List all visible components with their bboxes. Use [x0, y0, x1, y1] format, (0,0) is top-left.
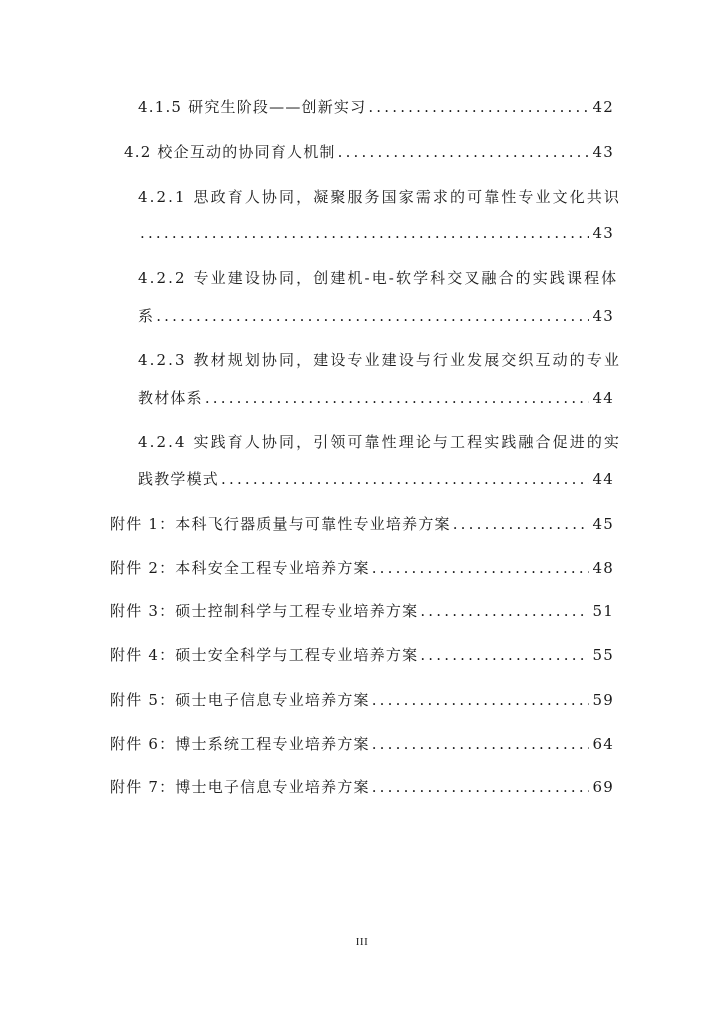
toc-entry-continuation[interactable] [138, 221, 614, 245]
toc-entry-page: 55 [592, 646, 614, 664]
toc-entry-title-line2: 系 [138, 307, 155, 325]
dot-leader [221, 467, 588, 491]
toc-entry-appendix-4[interactable] [110, 643, 614, 667]
toc-entry-title: 附件 2：本科安全工程专业培养方案 [110, 559, 370, 577]
toc-entry[interactable] [138, 266, 619, 290]
toc-entry-title-line1: 4.2.4 实践育人协同，引领可靠性理论与工程实践融合促进的实 [138, 433, 622, 451]
toc-entry-appendix-3[interactable] [110, 599, 614, 623]
toc-entry-page: 69 [592, 778, 614, 796]
toc-entry-page: 43 [592, 143, 614, 161]
toc-entry-title-line2: 教材体系 [138, 389, 203, 407]
toc-entry-appendix-6[interactable] [110, 732, 614, 756]
toc-entry-continuation[interactable] [138, 304, 614, 328]
toc-entry-page: 44 [592, 389, 614, 407]
toc-entry-title-line1: 4.2.2 专业建设协同，创建机-电-软学科交叉融合的实践课程体 [138, 269, 619, 287]
dot-leader [338, 140, 589, 164]
toc-entry-page: 51 [592, 602, 614, 620]
toc-entry-appendix-5[interactable] [110, 688, 614, 712]
toc-entry[interactable] [124, 140, 614, 164]
toc-entry-appendix-7[interactable] [110, 775, 614, 799]
dot-leader [140, 221, 589, 245]
toc-entry-title-line1: 4.2.3 教材规划协同，建设专业建设与行业发展交织互动的专业 [138, 351, 622, 369]
toc-entry-page: 64 [592, 735, 614, 753]
dot-leader [372, 688, 589, 712]
toc-entry-title: 附件 5：硕士电子信息专业培养方案 [110, 691, 370, 709]
toc-entry[interactable] [138, 185, 622, 209]
toc-entry-title: 4.1.5 研究生阶段——创新实习 [138, 98, 367, 116]
toc-entry-title: 4.2 校企互动的协同育人机制 [124, 143, 336, 161]
toc-entry-appendix-2[interactable] [110, 556, 614, 580]
dot-leader [420, 599, 588, 623]
toc-entry-page: 59 [592, 691, 614, 709]
dot-leader [453, 512, 589, 536]
toc-entry-title-line2: 践教学模式 [138, 470, 220, 488]
toc-entry-title: 附件 1：本科飞行器质量与可靠性专业培养方案 [110, 515, 451, 533]
dot-leader [420, 643, 588, 667]
toc-entry-page: 44 [592, 470, 614, 488]
toc-entry[interactable] [138, 430, 622, 454]
toc-entry-page: 45 [592, 515, 614, 533]
page-number: III [355, 936, 369, 948]
toc-entry-page: 43 [592, 224, 614, 242]
dot-leader [372, 775, 589, 799]
toc-entry-appendix-1[interactable] [110, 512, 614, 536]
dot-leader [372, 732, 589, 756]
dot-leader [156, 304, 588, 328]
toc-entry-title: 附件 4：硕士安全科学与工程专业培养方案 [110, 646, 419, 664]
toc-entry-title: 附件 6：博士系统工程专业培养方案 [110, 735, 370, 753]
dot-leader [368, 95, 588, 119]
toc-entry-page: 42 [592, 98, 614, 116]
toc-entry-title: 附件 7：博士电子信息专业培养方案 [110, 778, 370, 796]
toc-entry-continuation[interactable] [138, 467, 614, 491]
dot-leader [205, 386, 589, 410]
toc-entry-title-line1: 4.2.1 思政育人协同，凝聚服务国家需求的可靠性专业文化共识 [138, 188, 622, 206]
toc-entry[interactable] [138, 95, 614, 119]
toc-entry-title: 附件 3：硕士控制科学与工程专业培养方案 [110, 602, 419, 620]
toc-entry[interactable] [138, 348, 622, 372]
toc-entry-continuation[interactable] [138, 386, 614, 410]
dot-leader [372, 556, 589, 580]
toc-entry-page: 48 [592, 559, 614, 577]
toc-entry-page: 43 [592, 307, 614, 325]
